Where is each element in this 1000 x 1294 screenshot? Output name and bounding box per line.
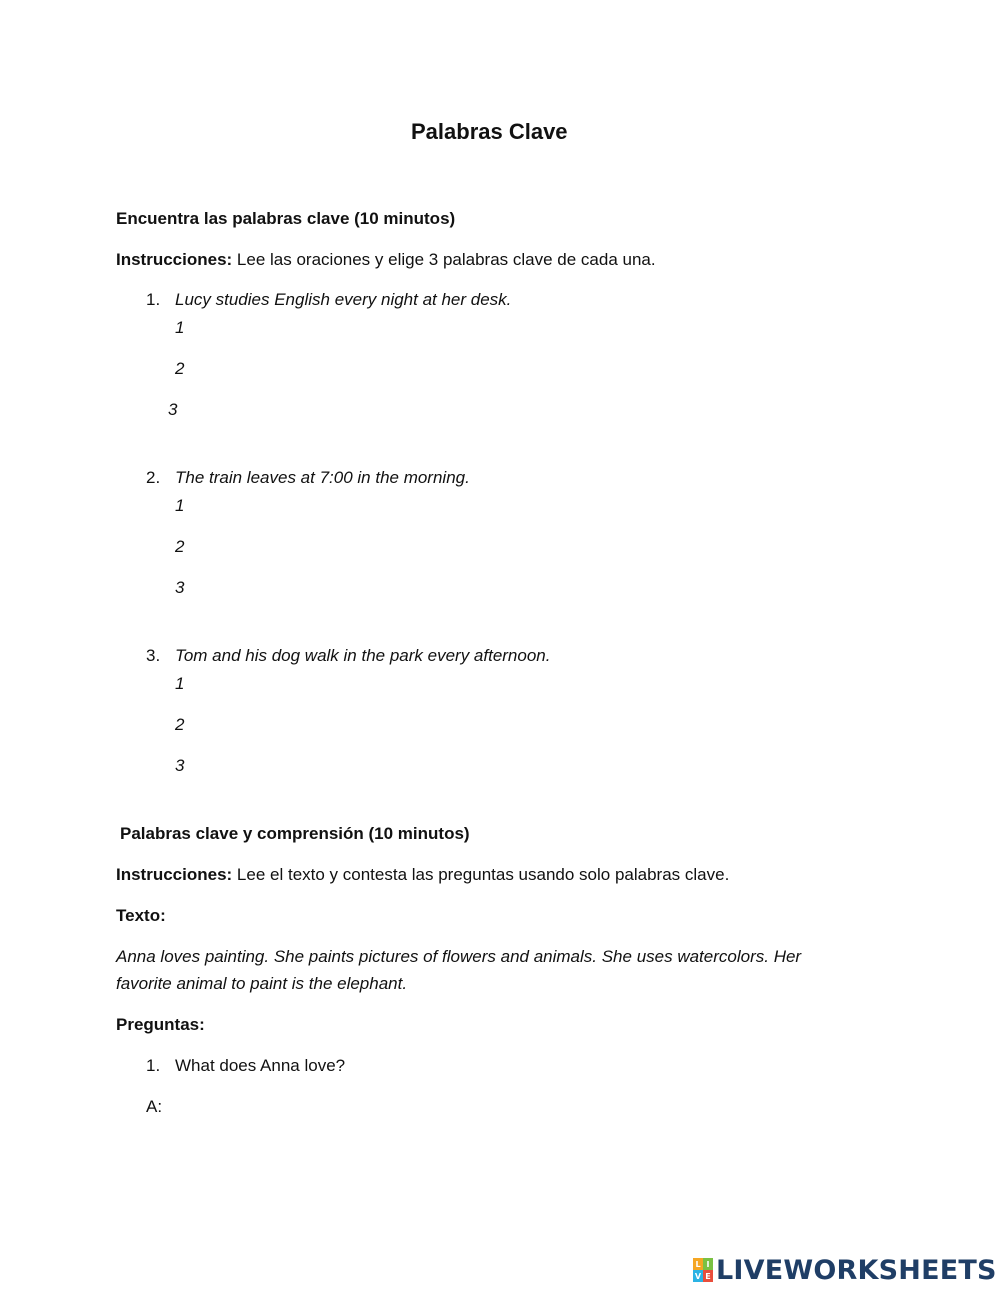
logo-mark-l: L bbox=[693, 1258, 703, 1270]
item-number: 2. bbox=[146, 468, 161, 487]
instructions-label: Instrucciones: bbox=[116, 250, 233, 269]
logo-mark-e: E bbox=[703, 1270, 713, 1282]
answer-slot-1[interactable]: 1 bbox=[175, 674, 185, 693]
logo-text: LIVEWORKSHEETS bbox=[716, 1254, 997, 1286]
page-title: Palabras Clave bbox=[411, 119, 568, 144]
item-sentence: Lucy studies English every night at her desk. bbox=[175, 290, 512, 309]
logo-mark-icon bbox=[693, 1258, 713, 1282]
answer-label: A: bbox=[146, 1097, 163, 1116]
liveworksheets-logo bbox=[693, 1256, 997, 1284]
logo-mark-v: V bbox=[694, 1271, 702, 1281]
answer-slot-1[interactable]: 1 bbox=[175, 318, 185, 337]
instructions-label: Instrucciones: bbox=[116, 865, 233, 884]
answer-slot-2[interactable]: 2 bbox=[175, 537, 185, 556]
item-number: 1. bbox=[146, 290, 161, 309]
answer-slot-2[interactable]: 2 bbox=[175, 359, 185, 378]
answer-input[interactable] bbox=[170, 1092, 470, 1120]
question-text: What does Anna love? bbox=[175, 1056, 346, 1075]
question-number: 1. bbox=[146, 1056, 161, 1075]
reading-text-line-2: favorite animal to paint is the elephant. bbox=[116, 974, 408, 993]
answer-slot-3[interactable]: 3 bbox=[168, 400, 178, 419]
instructions-text: Lee el texto y contesta las preguntas usando solo palabras clave. bbox=[232, 865, 730, 884]
item-sentence: Tom and his dog walk in the park every afternoon. bbox=[175, 646, 551, 665]
item-sentence: The train leaves at 7:00 in the morning. bbox=[175, 468, 470, 487]
section1-heading: Encuentra las palabras clave (10 minutos) bbox=[116, 209, 456, 228]
text-label: Texto: bbox=[116, 906, 166, 925]
instructions-text: Lee las oraciones y elige 3 palabras clave de cada una. bbox=[232, 250, 656, 269]
answer-slot-2[interactable]: 2 bbox=[175, 715, 185, 734]
section2-instructions bbox=[116, 864, 729, 886]
section2-heading: Palabras clave y comprensión (10 minutos) bbox=[120, 824, 470, 843]
logo-mark-i: I bbox=[703, 1258, 713, 1270]
answer-slot-3[interactable]: 3 bbox=[175, 578, 185, 597]
answer-slot-3[interactable]: 3 bbox=[175, 756, 185, 775]
reading-text-line-1: Anna loves painting. She paints pictures of flowers and animals. She uses watercolors. Her bbox=[116, 947, 802, 966]
answer-slot-1[interactable]: 1 bbox=[175, 496, 185, 515]
section1-instructions bbox=[116, 249, 656, 271]
item-number: 3. bbox=[146, 646, 161, 665]
questions-label: Preguntas: bbox=[116, 1015, 205, 1034]
